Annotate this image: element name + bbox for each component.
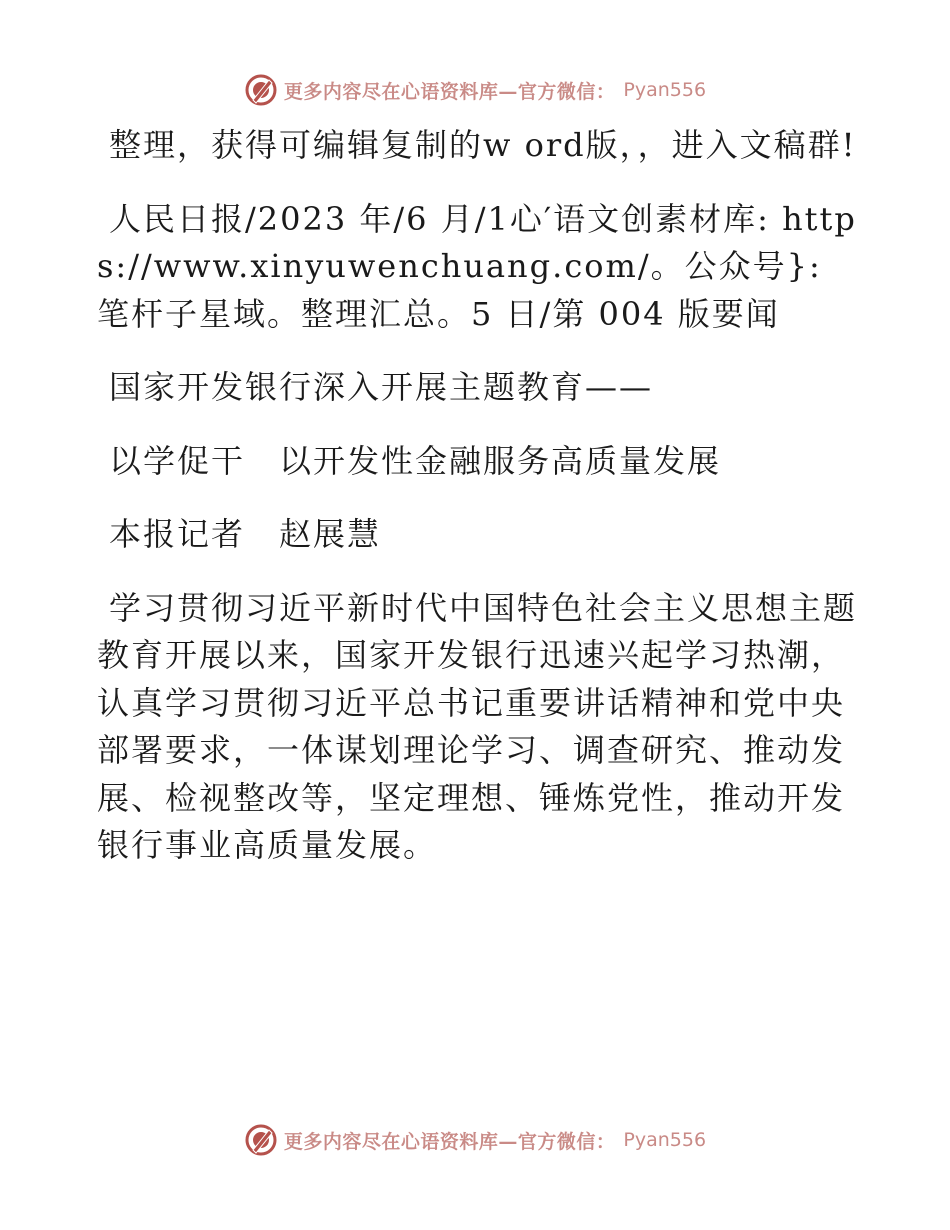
banner-text: 更多内容尽在心语资料库—官方微信： <box>283 80 616 103</box>
banner-wechat-id: Pyan556 <box>623 1129 707 1151</box>
quill-seal-icon <box>244 1123 278 1157</box>
headline-subtitle: 以学促干 以开发性金融服务高质量发展 <box>109 441 722 480</box>
banner-wechat-id: Pyan556 <box>623 79 707 101</box>
quill-seal-icon <box>244 73 278 107</box>
header-watermark-banner <box>0 70 950 110</box>
byline: 本报记者 赵展慧 <box>109 515 382 553</box>
body-paragraph: 学习贯彻习近平新时代中国特色社会主义思想主题教育开展以来，国家开发银行迅速兴起学习热潮，认真学习贯彻习近平总书记重要讲话精神和党中央部署要求，一体谋划理论学习、调查研究、推动发展、检视整改等，坚定理想、锤炼党性，推动开发银行事业高质量发展。 <box>97 588 858 864</box>
footer-watermark-banner <box>0 1120 950 1160</box>
source-line: 人民日报/2023 年/6 月/1心′语文创素材库: https://www.xinyuwenchuang.com/。公众号}: 笔杆子星域。整理汇总。5 日/第 004 版要闻 <box>97 199 857 333</box>
headline-title: 国家开发银行深入开展主题教育—— <box>109 368 654 406</box>
banner-text: 更多内容尽在心语资料库—官方微信： <box>283 1130 616 1153</box>
intro-line: 整理，获得可编辑复制的w ord版，，进入文稿群! <box>109 126 857 164</box>
document-body <box>97 122 857 896</box>
